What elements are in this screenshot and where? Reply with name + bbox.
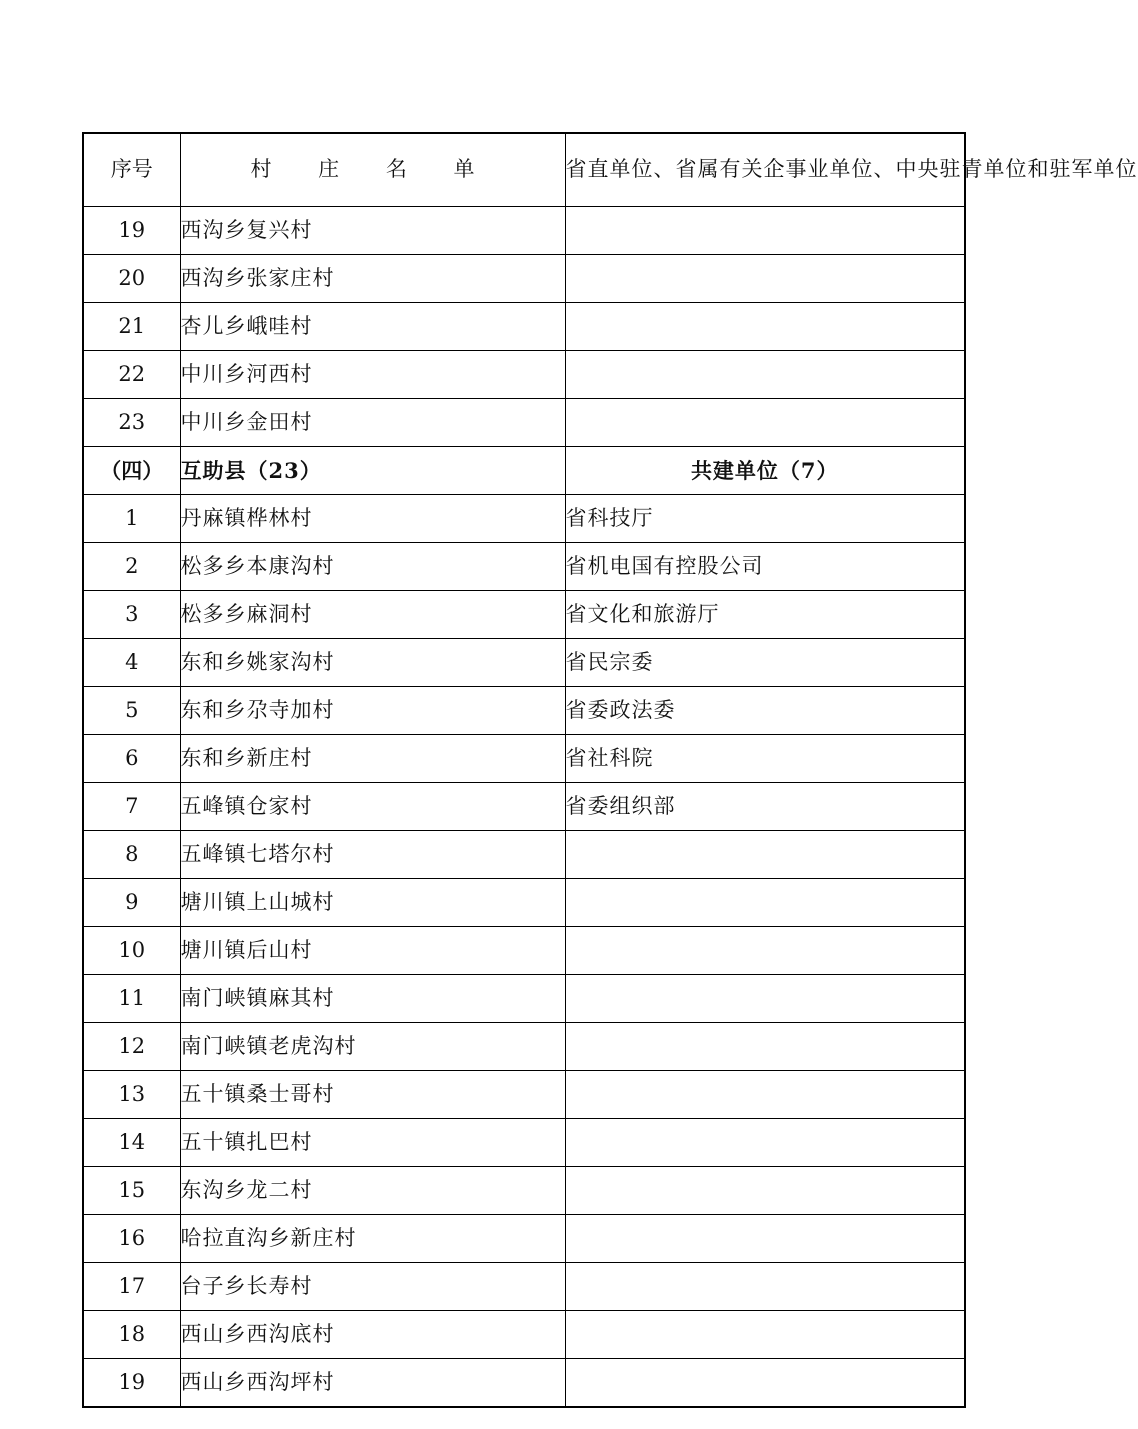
row-number: 17	[83, 1263, 180, 1311]
row-number: 12	[83, 1023, 180, 1071]
unit-name	[565, 1071, 965, 1119]
table-row	[83, 735, 965, 783]
row-number: 13	[83, 1071, 180, 1119]
table-row	[83, 1023, 965, 1071]
table-row	[83, 975, 965, 1023]
table-row	[83, 639, 965, 687]
village-name: 杏儿乡峨哇村	[180, 303, 565, 351]
table-row	[83, 927, 965, 975]
unit-name	[565, 975, 965, 1023]
section-unit-count: 共建单位（7）	[565, 447, 965, 495]
header-village: 村 庄 名 单	[180, 133, 565, 207]
village-name: 台子乡长寿村	[180, 1263, 565, 1311]
village-name: 西山乡西沟底村	[180, 1311, 565, 1359]
table-row	[83, 1167, 965, 1215]
table-row	[83, 831, 965, 879]
village-name: 塘川镇后山村	[180, 927, 565, 975]
table-row	[83, 687, 965, 735]
row-number: 1	[83, 495, 180, 543]
unit-name	[565, 927, 965, 975]
unit-name: 省科技厅	[565, 495, 965, 543]
village-name: 南门峡镇麻其村	[180, 975, 565, 1023]
row-number: 16	[83, 1215, 180, 1263]
unit-name	[565, 1215, 965, 1263]
unit-name	[565, 1167, 965, 1215]
unit-name	[565, 1311, 965, 1359]
table-header-row	[83, 133, 965, 207]
table-row	[83, 207, 965, 255]
unit-name: 省委组织部	[565, 783, 965, 831]
unit-name	[565, 207, 965, 255]
table-row	[83, 1119, 965, 1167]
unit-name: 省委政法委	[565, 687, 965, 735]
row-number: 22	[83, 351, 180, 399]
table-row	[83, 1263, 965, 1311]
village-name: 东沟乡龙二村	[180, 1167, 565, 1215]
village-name: 五峰镇七塔尔村	[180, 831, 565, 879]
row-number: 23	[83, 399, 180, 447]
village-name: 松多乡本康沟村	[180, 543, 565, 591]
row-number: 9	[83, 879, 180, 927]
village-name: 东和乡尕寺加村	[180, 687, 565, 735]
table-row	[83, 879, 965, 927]
row-number: 10	[83, 927, 180, 975]
unit-name: 省机电国有控股公司	[565, 543, 965, 591]
village-name: 南门峡镇老虎沟村	[180, 1023, 565, 1071]
unit-name	[565, 303, 965, 351]
village-name: 东和乡姚家沟村	[180, 639, 565, 687]
unit-name	[565, 351, 965, 399]
row-number: 18	[83, 1311, 180, 1359]
row-number: 11	[83, 975, 180, 1023]
village-name: 东和乡新庄村	[180, 735, 565, 783]
village-name: 五十镇桑士哥村	[180, 1071, 565, 1119]
village-name: 五峰镇仓家村	[180, 783, 565, 831]
row-number: 21	[83, 303, 180, 351]
row-number: 8	[83, 831, 180, 879]
row-number: 3	[83, 591, 180, 639]
unit-name	[565, 1263, 965, 1311]
table-row	[83, 351, 965, 399]
unit-name: 省文化和旅游厅	[565, 591, 965, 639]
row-number: 5	[83, 687, 180, 735]
row-number: 4	[83, 639, 180, 687]
village-name: 西沟乡复兴村	[180, 207, 565, 255]
village-name: 中川乡河西村	[180, 351, 565, 399]
row-number: 6	[83, 735, 180, 783]
village-name: 西山乡西沟坪村	[180, 1359, 565, 1408]
village-name: 中川乡金田村	[180, 399, 565, 447]
row-number: 15	[83, 1167, 180, 1215]
table-row	[83, 1311, 965, 1359]
table-row	[83, 1215, 965, 1263]
village-name: 松多乡麻洞村	[180, 591, 565, 639]
village-name: 五十镇扎巴村	[180, 1119, 565, 1167]
section-number: （四）	[83, 447, 180, 495]
table-row	[83, 591, 965, 639]
unit-name	[565, 1119, 965, 1167]
village-name: 塘川镇上山城村	[180, 879, 565, 927]
table-row	[83, 543, 965, 591]
village-name: 丹麻镇桦林村	[180, 495, 565, 543]
village-list-table	[82, 132, 1138, 1408]
table-row	[83, 399, 965, 447]
section-county: 互助县（23）	[180, 447, 565, 495]
header-seq: 序号	[83, 133, 180, 207]
row-number: 19	[83, 1359, 180, 1408]
section-row-huzhu	[83, 447, 965, 495]
unit-name	[565, 831, 965, 879]
unit-name: 省社科院	[565, 735, 965, 783]
unit-name: 省民宗委	[565, 639, 965, 687]
unit-name	[565, 879, 965, 927]
header-unit: 省直单位、省属有关企事业单位、中央驻青单位和驻军单位	[565, 133, 965, 207]
table-row	[83, 1359, 965, 1408]
table-row	[83, 303, 965, 351]
unit-name	[565, 399, 965, 447]
row-number: 19	[83, 207, 180, 255]
row-number: 14	[83, 1119, 180, 1167]
unit-name	[565, 1359, 965, 1408]
row-number: 7	[83, 783, 180, 831]
row-number: 20	[83, 255, 180, 303]
village-name: 哈拉直沟乡新庄村	[180, 1215, 565, 1263]
table-row	[83, 495, 965, 543]
table-row	[83, 783, 965, 831]
table-row	[83, 1071, 965, 1119]
table-row	[83, 255, 965, 303]
row-number: 2	[83, 543, 180, 591]
unit-name	[565, 255, 965, 303]
unit-name	[565, 1023, 965, 1071]
village-name: 西沟乡张家庄村	[180, 255, 565, 303]
